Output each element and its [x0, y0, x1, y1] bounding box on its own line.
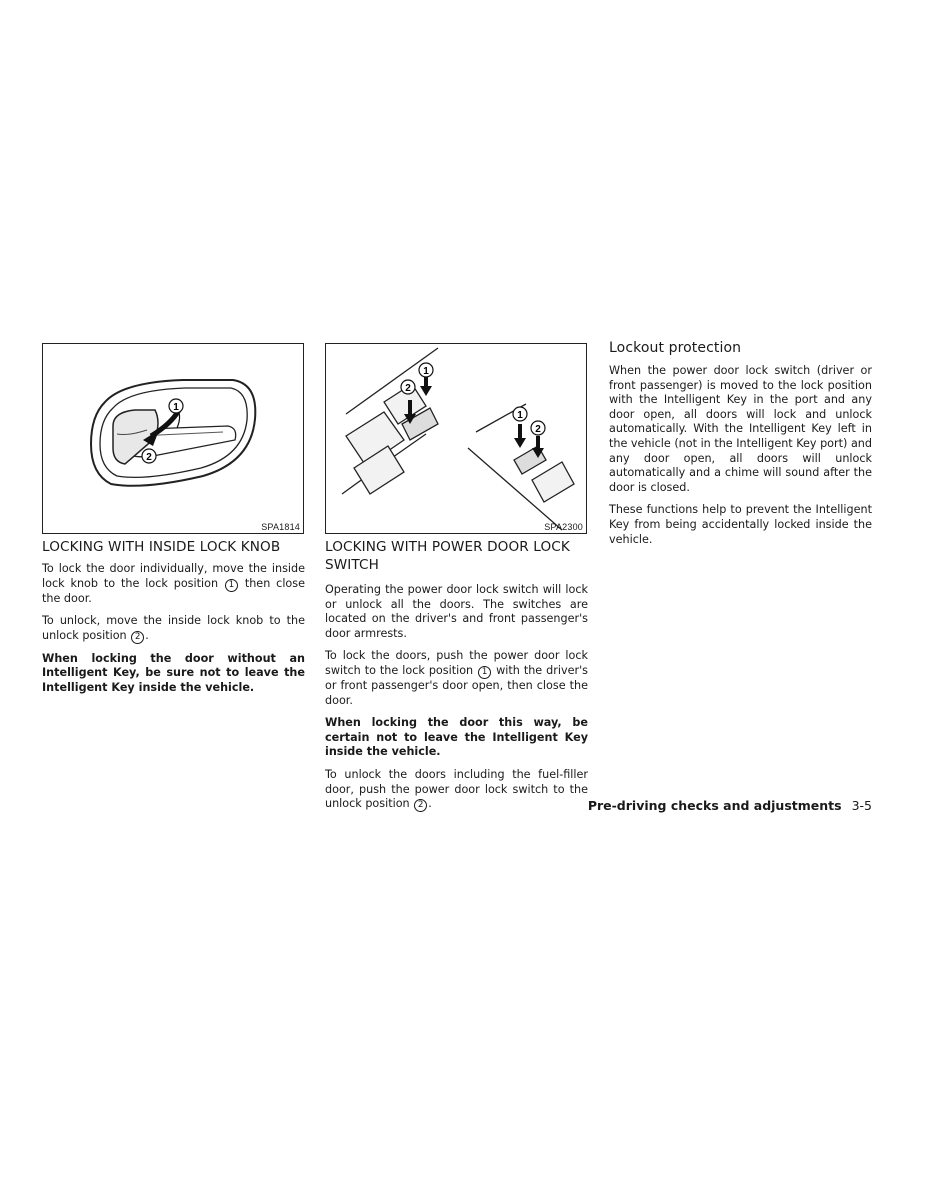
section-title: Pre-driving checks and adjustments — [587, 798, 842, 813]
column-power-door-lock — [325, 583, 588, 820]
marker-1: 1 — [225, 579, 238, 592]
paragraph-lock: To lock the door individually, move the inside lock knob to the lock position 1 then close the door. — [42, 562, 305, 605]
paragraph-lockout-1: When the power door lock switch (driver or front passenger) is moved to the lock position with the Intelligent Key in the port and any door open, all doors will lock and unlock automatically. With the Intelligent Key left in the vehicle (not in the Intelligent Key port) and any door open, all doors will unlock automatically and a chime will sound after the door is closed. — [609, 364, 872, 494]
callout-2-right: 2 — [535, 424, 541, 435]
paragraph-lockout-2: These functions help to prevent the Intelligent Key from being accidentally locked inside the vehicle. — [609, 503, 872, 546]
column-inside-lock-knob — [42, 562, 305, 704]
paragraph-warning: When locking the door without an Intelligent Key, be sure not to leave the Intelligent Key inside the vehicle. — [42, 651, 305, 694]
callout-2-left: 2 — [405, 383, 411, 394]
paragraph-warning: When locking the door this way, be certain not to leave the Intelligent Key inside the vehicle. — [325, 716, 588, 759]
heading-lockout-protection: Lockout protection — [609, 340, 742, 356]
lock-knob-illustration — [43, 344, 303, 533]
figure-code: SPA1814 — [261, 522, 300, 532]
heading-power-door-lock: LOCKING WITH POWER DOOR LOCK SWITCH — [325, 539, 570, 573]
callout-1-left: 1 — [423, 366, 429, 377]
figure-power-door-lock-switch — [325, 343, 587, 534]
figure-code: SPA2300 — [544, 522, 583, 532]
marker-1: 1 — [478, 666, 491, 679]
paragraph-unlock: To unlock, move the inside lock knob to the unlock position 2 . — [42, 614, 305, 642]
marker-2: 2 — [414, 799, 427, 812]
callout-1-right: 1 — [517, 410, 523, 421]
page-footer — [588, 798, 872, 813]
heading-inside-lock-knob: LOCKING WITH INSIDE LOCK KNOB — [42, 539, 281, 555]
figure-inside-lock-knob — [42, 343, 304, 534]
callout-1: 1 — [173, 402, 179, 413]
paragraph-unlock-doors: To unlock the doors including the fuel-filler door, push the power door lock switch to the unlock position 2 . — [325, 767, 588, 811]
paragraph-lock-doors: To lock the doors, push the power door lock switch to the lock position 1 with the driver's or front passenger's door open, then close the door. — [325, 649, 588, 707]
column-lockout-protection — [609, 364, 872, 555]
callout-2: 2 — [146, 452, 152, 463]
marker-2: 2 — [131, 631, 144, 644]
lock-switch-illustration — [326, 344, 586, 533]
paragraph-operating: Operating the power door lock switch will lock or unlock all the doors. The switches are located on the driver's and front passenger's door armrests. — [325, 583, 588, 640]
page-number: 3-5 — [851, 798, 872, 813]
